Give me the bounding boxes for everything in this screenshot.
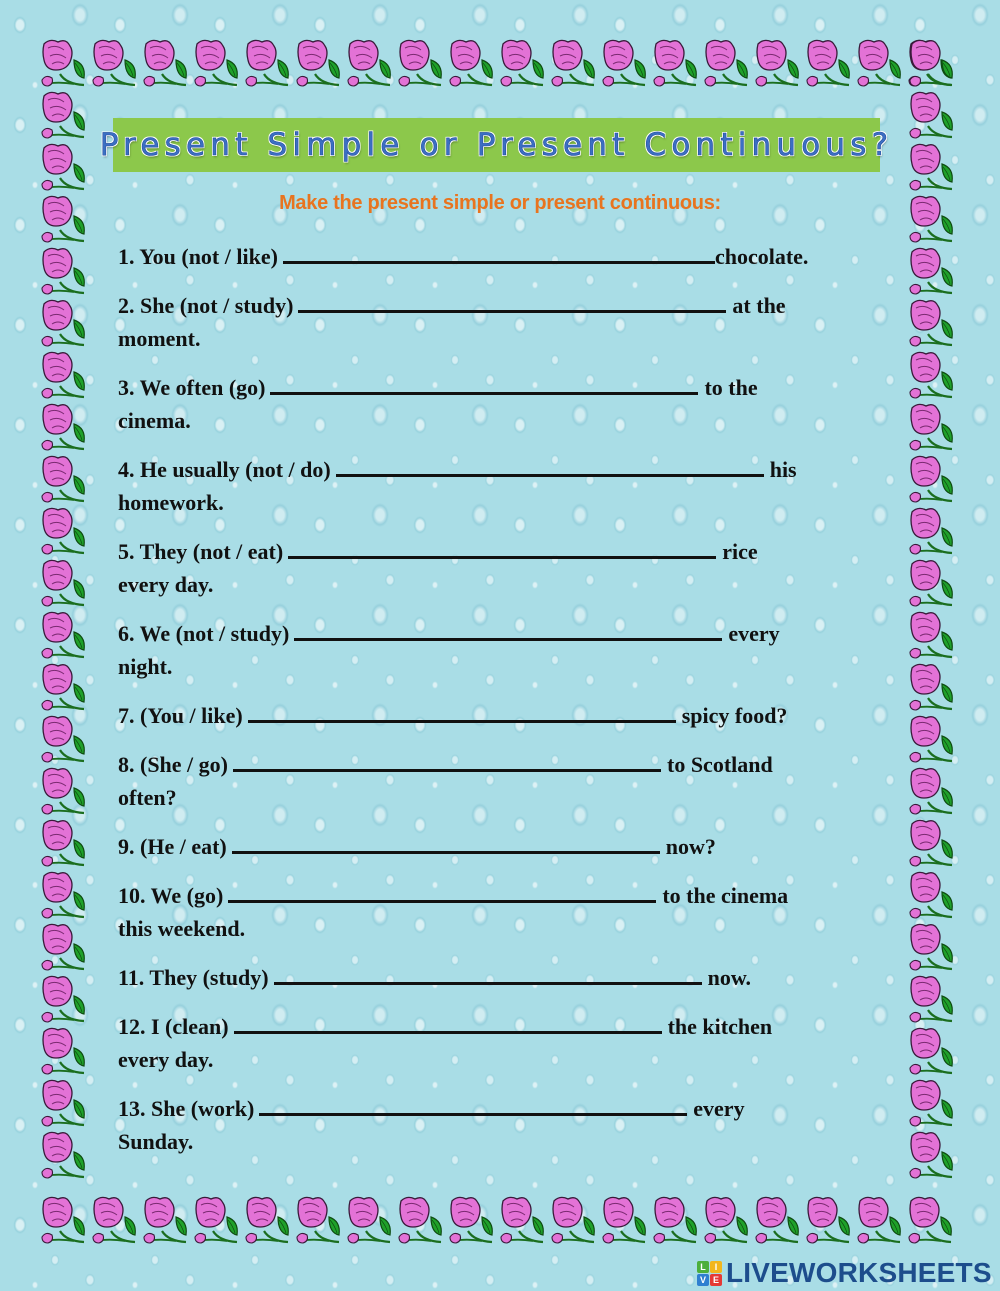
exercise-prompt: We (go)	[150, 883, 224, 908]
exercise-number: 12.	[118, 1014, 146, 1039]
rose-icon	[40, 246, 91, 298]
exercise-after-text: every	[693, 1096, 745, 1121]
answer-blank[interactable]	[294, 618, 722, 641]
exercise-continuation: this weekend.	[118, 916, 246, 941]
answer-blank[interactable]	[232, 831, 660, 854]
exercise-after-text: now?	[665, 834, 716, 859]
exercise-continuation: cinema.	[118, 408, 191, 433]
answer-blank[interactable]	[283, 241, 715, 264]
rose-icon	[908, 558, 959, 610]
exercise-continuation: often?	[118, 785, 177, 810]
rose-icon	[908, 350, 959, 402]
rose-icon	[91, 38, 142, 90]
rose-icon	[908, 662, 959, 714]
exercise-item	[118, 879, 888, 945]
rose-icon	[908, 922, 959, 974]
exercise-continuation: moment.	[118, 326, 201, 351]
rose-icon	[856, 1195, 907, 1247]
exercise-list	[118, 240, 888, 1174]
answer-blank[interactable]	[248, 700, 676, 723]
exercise-item	[118, 830, 888, 863]
exercise-item	[118, 240, 888, 273]
rose-icon	[40, 870, 91, 922]
rose-icon	[908, 974, 959, 1026]
exercise-continuation: every day.	[118, 572, 214, 597]
exercise-number: 5.	[118, 539, 135, 564]
rose-icon	[908, 766, 959, 818]
answer-blank[interactable]	[234, 1011, 662, 1034]
rose-icon	[40, 766, 91, 818]
rose-icon	[601, 1195, 652, 1247]
rose-icon	[40, 1026, 91, 1078]
exercise-after-text: his	[769, 457, 797, 482]
exercise-after-text: the kitchen	[667, 1014, 773, 1039]
logo-letter-tile: I	[710, 1261, 722, 1273]
rose-icon	[908, 1078, 959, 1130]
rose-icon	[40, 90, 91, 142]
answer-blank[interactable]	[336, 454, 764, 477]
rose-icon	[142, 38, 193, 90]
exercise-prompt: They (not / eat)	[139, 539, 284, 564]
rose-icon	[40, 350, 91, 402]
rose-icon	[754, 1195, 805, 1247]
rose-icon	[908, 506, 959, 558]
exercise-item	[118, 371, 888, 437]
rose-icon	[805, 38, 856, 90]
exercise-number: 1.	[118, 244, 135, 269]
rose-icon	[499, 38, 550, 90]
exercise-prompt: (She / go)	[140, 752, 228, 777]
rose-icon	[40, 714, 91, 766]
rose-icon	[908, 714, 959, 766]
exercise-after-text: every	[728, 621, 780, 646]
rose-icon	[908, 610, 959, 662]
rose-icon	[40, 142, 91, 194]
rose-icon	[550, 1195, 601, 1247]
logo-letter-tile: L	[697, 1261, 709, 1273]
exercise-prompt: She (not / study)	[140, 293, 294, 318]
answer-blank[interactable]	[270, 372, 698, 395]
rose-icon	[908, 38, 959, 90]
exercise-number: 4.	[118, 457, 135, 482]
exercise-prompt: I (clean)	[151, 1014, 229, 1039]
exercise-continuation: homework.	[118, 490, 224, 515]
exercise-after-text: now.	[707, 965, 752, 990]
title-banner	[99, 118, 894, 172]
answer-blank[interactable]	[233, 749, 661, 772]
exercise-after-text: rice	[722, 539, 758, 564]
exercise-continuation: Sunday.	[118, 1129, 194, 1154]
rose-icon	[295, 38, 346, 90]
logo-text: LIVEWORKSHEETS	[726, 1257, 992, 1288]
rose-icon	[652, 38, 703, 90]
rose-icon	[908, 454, 959, 506]
rose-icon	[908, 142, 959, 194]
rose-icon	[40, 610, 91, 662]
exercise-after-text: at the	[732, 293, 786, 318]
live-logo-icon	[697, 1261, 722, 1286]
rose-icon	[550, 38, 601, 90]
rose-icon	[40, 402, 91, 454]
rose-icon	[652, 1195, 703, 1247]
rose-icon	[856, 38, 907, 90]
rose-icon	[40, 1078, 91, 1130]
exercise-after-text: chocolate.	[714, 244, 809, 269]
exercise-prompt: He usually (not / do)	[140, 457, 331, 482]
exercise-item	[118, 289, 888, 355]
rose-icon	[193, 38, 244, 90]
exercise-item	[118, 961, 888, 994]
exercise-item	[118, 617, 888, 683]
rose-icon	[908, 298, 959, 350]
rose-icon	[397, 1195, 448, 1247]
rose-icon	[908, 1026, 959, 1078]
instruction-text: Make the present simple or present continuous:	[279, 192, 721, 214]
rose-border-left	[40, 90, 91, 1182]
rose-icon	[40, 454, 91, 506]
rose-icon	[754, 38, 805, 90]
rose-icon	[91, 1195, 142, 1247]
exercise-continuation: night.	[118, 654, 173, 679]
rose-icon	[908, 1130, 959, 1182]
exercise-after-text: to the	[704, 375, 758, 400]
exercise-number: 6.	[118, 621, 135, 646]
rose-icon	[40, 558, 91, 610]
rose-icon	[703, 38, 754, 90]
rose-icon	[40, 922, 91, 974]
exercise-prompt: We (not / study)	[139, 621, 290, 646]
exercise-number: 10.	[118, 883, 146, 908]
rose-icon	[295, 1195, 346, 1247]
rose-icon	[908, 402, 959, 454]
answer-blank[interactable]	[228, 880, 656, 903]
rose-icon	[40, 818, 91, 870]
rose-icon	[908, 90, 959, 142]
rose-icon	[40, 506, 91, 558]
rose-icon	[908, 818, 959, 870]
answer-blank[interactable]	[298, 290, 726, 313]
exercise-after-text: spicy food?	[681, 703, 788, 728]
logo-letter-tile: E	[710, 1274, 722, 1286]
exercise-item	[118, 748, 888, 814]
rose-icon	[448, 1195, 499, 1247]
exercise-prompt: We often (go)	[139, 375, 266, 400]
rose-icon	[40, 1130, 91, 1182]
exercise-prompt: (You / like)	[140, 703, 243, 728]
rose-icon	[244, 38, 295, 90]
rose-icon	[244, 1195, 295, 1247]
rose-icon	[908, 870, 959, 922]
answer-blank[interactable]	[288, 536, 716, 559]
rose-border-top	[40, 38, 958, 90]
exercise-item	[118, 1010, 888, 1076]
exercise-prompt: She (work)	[151, 1096, 255, 1121]
exercise-number: 7.	[118, 703, 135, 728]
answer-blank[interactable]	[274, 962, 702, 985]
exercise-item	[118, 535, 888, 601]
rose-icon	[448, 38, 499, 90]
rose-icon	[40, 1195, 91, 1247]
liveworksheets-logo	[697, 1257, 992, 1289]
rose-icon	[40, 974, 91, 1026]
exercise-after-text: to Scotland	[667, 752, 773, 777]
rose-icon	[193, 1195, 244, 1247]
rose-icon	[601, 38, 652, 90]
rose-border-bottom	[40, 1195, 958, 1247]
rose-icon	[397, 38, 448, 90]
exercise-item	[118, 453, 888, 519]
rose-icon	[907, 1195, 958, 1247]
exercise-prompt: They (study)	[149, 965, 269, 990]
rose-icon	[499, 1195, 550, 1247]
rose-icon	[142, 1195, 193, 1247]
exercise-after-text: to the cinema	[662, 883, 789, 908]
exercise-number: 2.	[118, 293, 135, 318]
exercise-number: 13.	[118, 1096, 146, 1121]
logo-letter-tile: V	[697, 1274, 709, 1286]
exercise-number: 3.	[118, 375, 135, 400]
exercise-item	[118, 699, 888, 732]
exercise-number: 11.	[118, 965, 145, 990]
page-title: Present Simple or Present Continuous?	[99, 127, 894, 163]
exercise-number: 9.	[118, 834, 135, 859]
answer-blank[interactable]	[259, 1093, 687, 1116]
rose-icon	[805, 1195, 856, 1247]
rose-icon	[40, 38, 91, 90]
rose-icon	[40, 662, 91, 714]
rose-icon	[908, 246, 959, 298]
rose-icon	[346, 38, 397, 90]
rose-icon	[40, 298, 91, 350]
exercise-prompt: You (not / like)	[139, 244, 278, 269]
rose-icon	[346, 1195, 397, 1247]
exercise-prompt: (He / eat)	[140, 834, 227, 859]
exercise-item	[118, 1092, 888, 1158]
exercise-number: 8.	[118, 752, 135, 777]
exercise-continuation: every day.	[118, 1047, 214, 1072]
rose-icon	[703, 1195, 754, 1247]
